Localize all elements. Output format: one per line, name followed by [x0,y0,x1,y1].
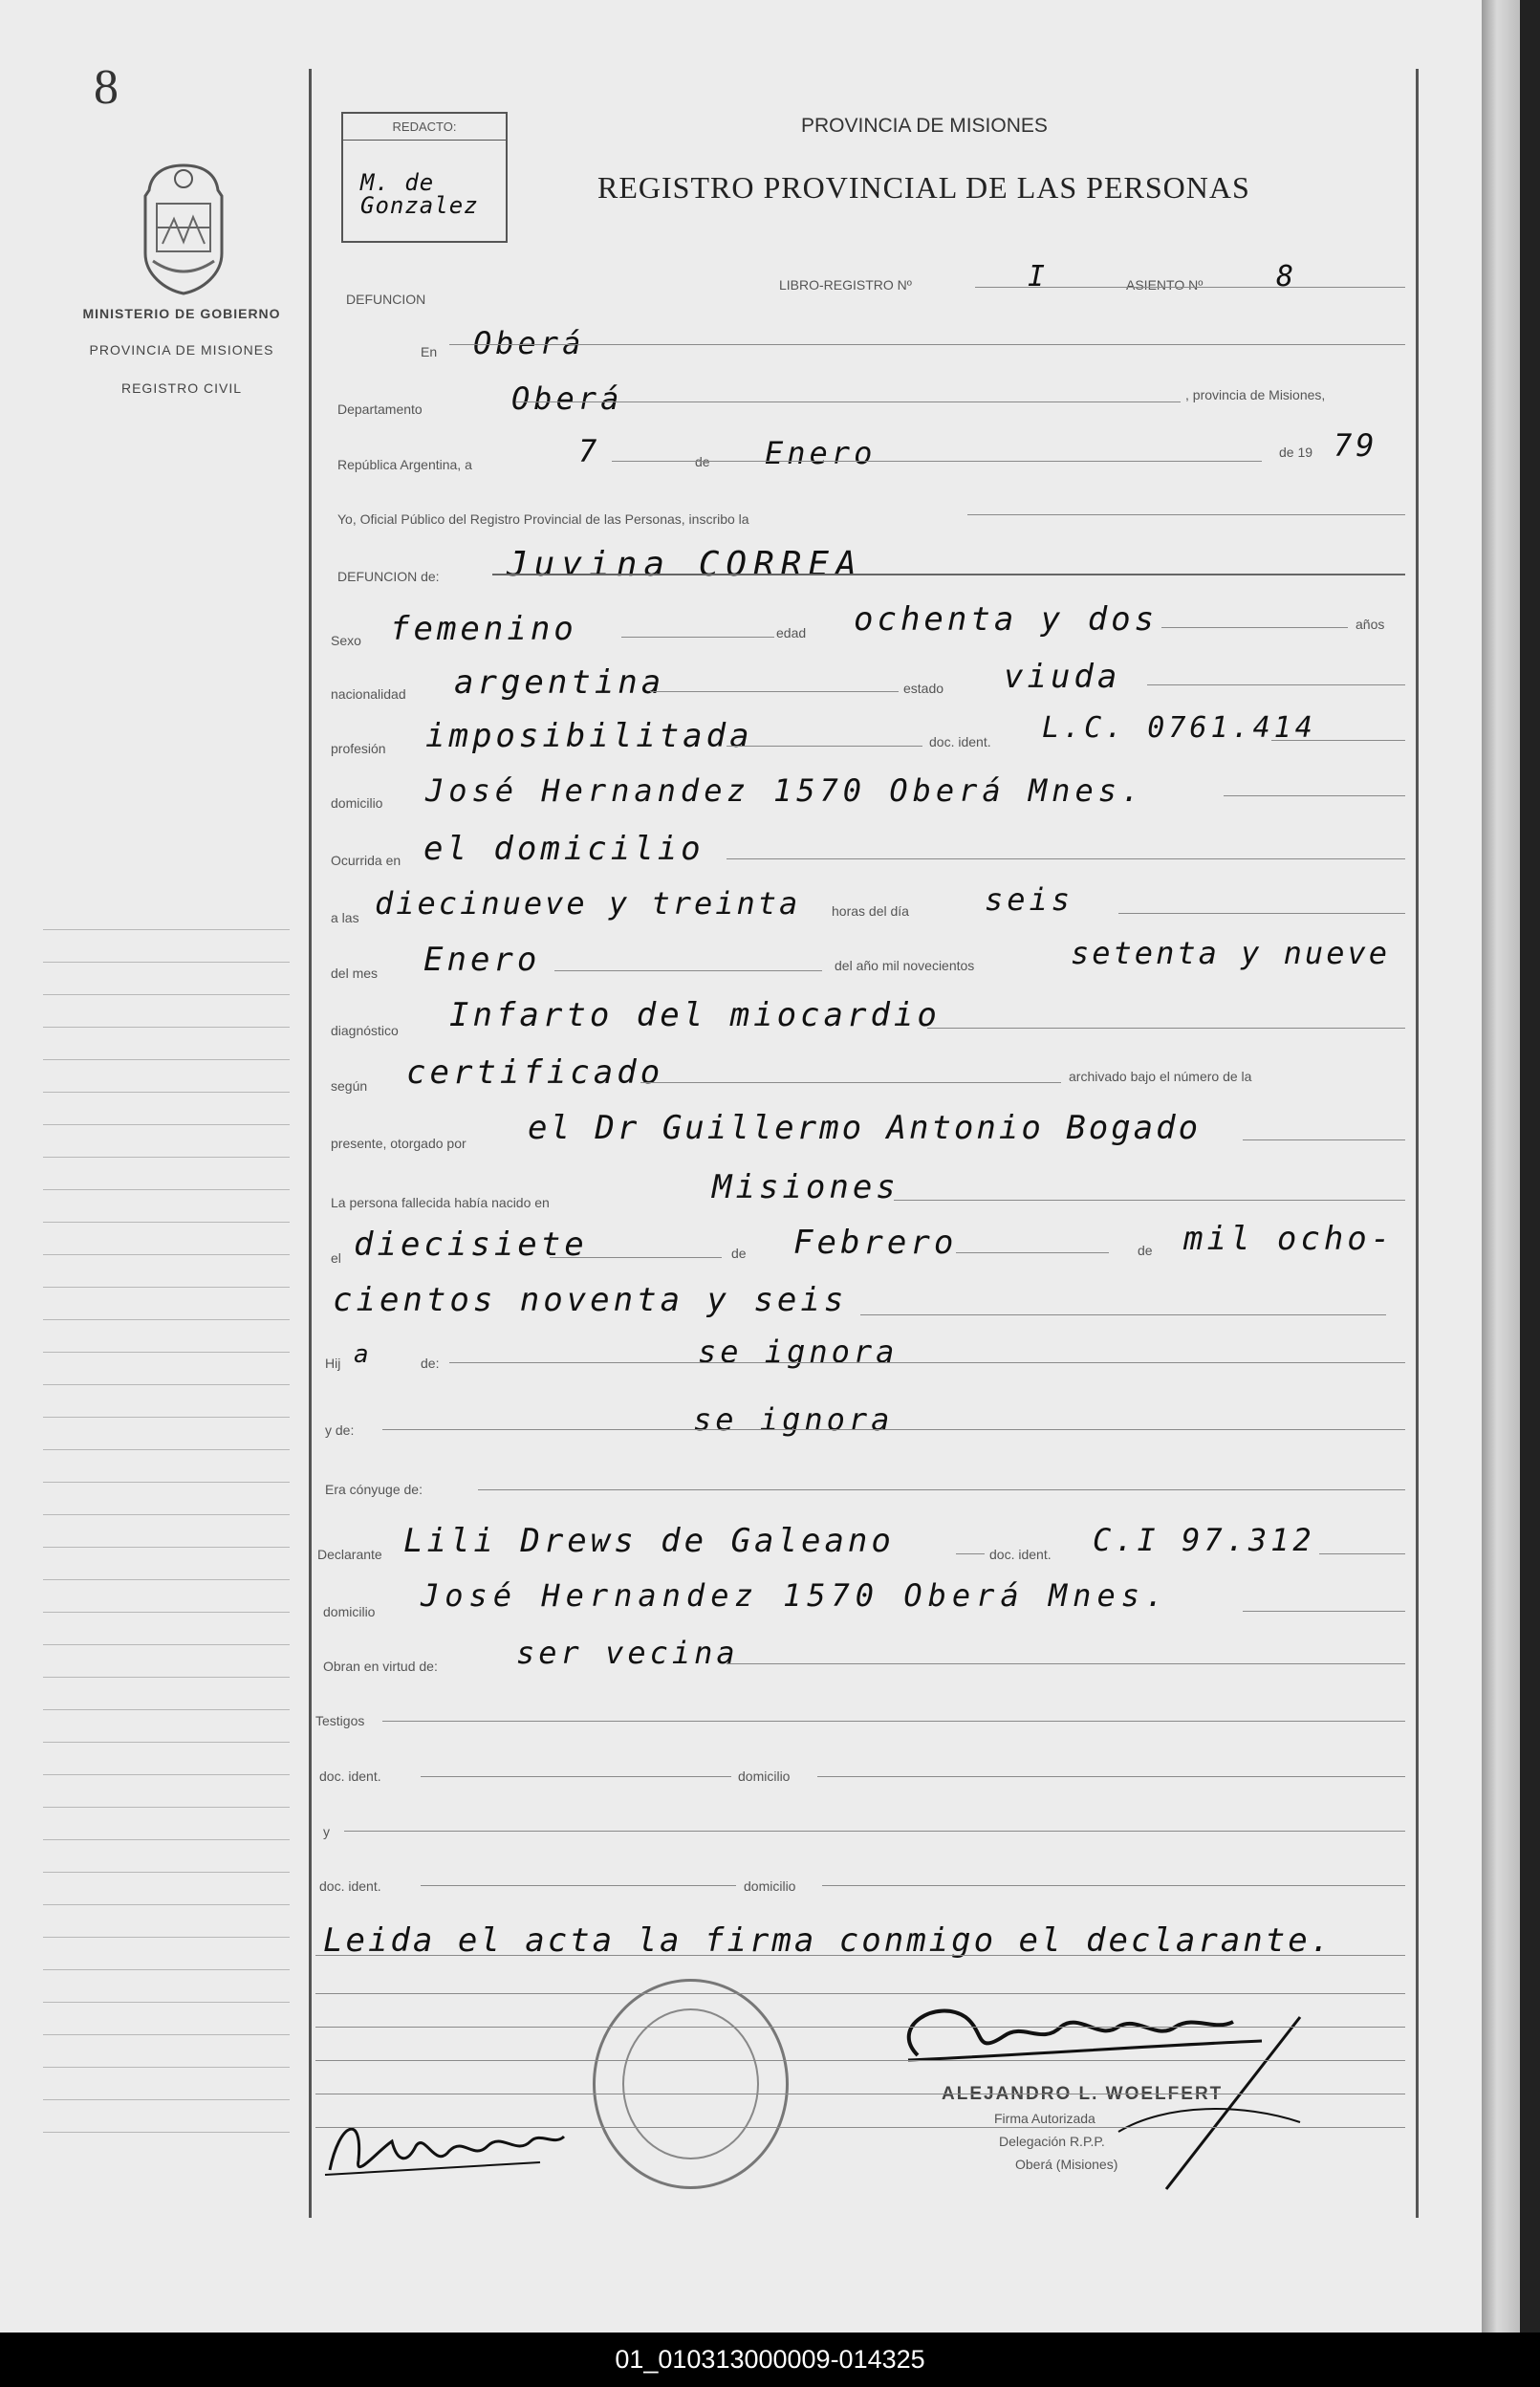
declarante-label: Declarante [317,1547,382,1562]
sidebar-ruled-line [43,1417,290,1418]
sidebar-ruled-line [43,1677,290,1678]
nacionalidad-value: argentina [454,663,665,702]
edad-label: edad [776,625,807,640]
form-ruled-line [315,2027,1405,2028]
hij-label: Hij [325,1356,341,1371]
profesion-value: imposibilitada [425,717,753,755]
form-ruled-line [478,1489,1405,1490]
sidebar-ruled-line [43,2002,290,2003]
y-de-label: y de: [325,1422,355,1438]
sidebar-ruled-line [43,1319,290,1320]
conyuge-label: Era cónyuge de: [325,1482,423,1497]
form-ruled-line [956,1252,1109,1253]
form-ruled-line [727,746,922,747]
sidebar-ruled-line [43,1742,290,1743]
sidebar-ruled-line [43,1807,290,1808]
decl-domicilio-label: domicilio [323,1604,376,1619]
decl-domicilio-value: José Hernandez 1570 Oberá Mnes. [421,1577,1170,1614]
diagnostico-value: Infarto del miocardio [449,996,941,1034]
form-ruled-line [967,514,1405,515]
form-ruled-line [817,1776,1405,1777]
ocurrida-value: el domicilio [423,830,705,868]
testigo2-domicilio-label: domicilio [744,1878,796,1894]
nac-ano-value-1: mil ocho- [1183,1220,1395,1258]
form-ruled-line [860,1314,1386,1315]
form-ruled-line [612,461,1262,462]
form-ruled-line [894,1200,1405,1201]
form-ruled-line [344,1831,1405,1832]
sidebar-ruled-line [43,1872,290,1873]
form-ruled-line [1224,795,1405,796]
en-label: En [421,344,438,359]
deceased-name: Juvina CORREA [507,545,863,584]
nac-ano-value-2: cientos noventa y seis [333,1281,848,1319]
sidebar-ruled-line [43,1904,290,1905]
form-ruled-line [1118,913,1405,914]
form-ruled-line [421,1885,736,1886]
form-ruled-line [382,1721,1405,1722]
del-mes-label: del mes [331,966,379,981]
presente-value: el Dr Guillermo Antonio Bogado [528,1109,1202,1147]
left-signature-icon [320,2103,578,2189]
asiento-value: 8 [1276,260,1298,293]
form-ruled-line [315,2127,1405,2128]
folio-number: 8 [94,60,119,115]
year-value: 79 [1334,427,1378,464]
sidebar-ruled-line [43,1514,290,1515]
sidebar-ruled-line [43,1547,290,1548]
anos-label: años [1356,617,1385,632]
officer-stamp-line3: Oberá (Misiones) [1015,2157,1118,2172]
form-ruled-line [1243,1139,1405,1140]
diagnostico-label: diagnóstico [331,1023,399,1038]
redacto-box [341,112,508,243]
form-ruled-line [492,574,1405,575]
officer-stamp-line1: Firma Autorizada [994,2111,1095,2126]
form-ruled-line [640,1082,1061,1083]
sidebar-ruled-line [43,1027,290,1028]
form-ruled-line [550,1257,722,1258]
sidebar-ruled-line [43,1059,290,1060]
sidebar-ruled-line [43,962,290,963]
form-ruled-line [1147,684,1405,685]
sidebar-ruled-line [43,1189,290,1190]
testigo2-doc-label: doc. ident. [319,1878,381,1894]
closing-text: Leida el acta la firma conmigo el declarante. [323,1921,1334,1960]
sidebar-ruled-line [43,1612,290,1613]
defuncion-de-label: DEFUNCION de: [337,569,440,584]
form-ruled-line [956,1553,985,1554]
archivado-label: archivado bajo el número de la [1069,1069,1252,1084]
form-ruled-line [822,1885,1405,1886]
form-ruled-line [1243,1611,1405,1612]
form-ruled-line [421,1776,731,1777]
sidebar-ruled-line [43,1254,290,1255]
republica-label: República Argentina, a [337,457,472,472]
sidebar-ruled-line [43,1287,290,1288]
sidebar-ruled-line [43,1384,290,1385]
defuncion-label: DEFUNCION [346,292,426,307]
sidebar-ruled-line [43,1579,290,1580]
nac-dia-value: diecisiete [354,1226,588,1264]
form-ruled-line [382,1429,1405,1430]
form-ruled-line [727,858,1405,859]
dia-value: seis [985,881,1074,918]
libro-label: LIBRO-REGISTRO Nº [779,277,912,293]
sidebar-ruled-line [43,1222,290,1223]
sidebar-ruled-line [43,2067,290,2068]
redacto-label: REDACTO: [343,119,506,141]
form-ruled-line [621,637,774,638]
sidebar-ruled-line [43,1482,290,1483]
coat-of-arms-icon [124,158,244,301]
ano-value: setenta y nueve [1071,935,1390,971]
del-ano-label: del año mil novecientos [835,958,975,973]
image-caption: 01_010313000009-014325 [0,2333,1540,2387]
a-las-label: a las [331,910,359,925]
ocurrida-label: Ocurrida en [331,853,401,868]
segun-label: según [331,1078,368,1094]
testigo1-doc-label: doc. ident. [319,1769,381,1784]
form-ruled-line [449,1362,1405,1363]
sidebar-ministry: MINISTERIO DE GOBIERNO [82,306,281,321]
domicilio-value: José Hernandez 1570 Oberá Mnes. [425,772,1145,809]
form-ruled-line [449,344,1405,345]
sidebar-ruled-line [43,1124,290,1125]
sidebar-ruled-line [43,1644,290,1645]
official-seal-inner [622,2008,759,2159]
sidebar-ruled-line [43,2034,290,2035]
sexo-value: femenino [390,610,577,648]
doc-value: L.C. 0761.414 [1042,711,1316,745]
nacido-value: Misiones [712,1168,900,1206]
nac-mes-value: Febrero [793,1224,958,1262]
form-ruled-line [727,1663,1405,1664]
form-ruled-line [1271,740,1405,741]
sexo-label: Sexo [331,633,361,648]
officer-stamp-line2: Delegación R.P.P. [999,2134,1105,2149]
mes-value: Enero [423,941,541,979]
form-ruled-line [315,2060,1405,2061]
form-ruled-line [927,1028,1405,1029]
de-colon-label: de: [421,1356,440,1371]
el-label: el [331,1250,341,1266]
redacto-value: M. de Gonzalez [360,169,479,219]
official-seal [593,1979,789,2189]
departamento-label: Departamento [337,401,423,417]
sidebar-ruled-line [43,1092,290,1093]
sidebar-ruled-line [43,1937,290,1938]
estado-label: estado [903,681,944,696]
oficial-text: Yo, Oficial Público del Registro Provincial de las Personas, inscribo la [337,511,749,527]
decl-doc-label: doc. ident. [989,1547,1052,1562]
sidebar-ruled-line [43,1449,290,1450]
year-label: de 19 [1279,445,1313,460]
day-value: 7 [578,433,601,469]
estado-value: viuda [1004,658,1121,696]
madre-value: se ignora [693,1401,894,1438]
obran-value: ser vecina [516,1635,739,1671]
de-label-2: de [731,1246,747,1261]
asiento-label: ASIENTO Nº [1126,277,1204,293]
sidebar-ruled-line [43,1352,290,1353]
de-label: de [695,454,710,469]
header-province: PROVINCIA DE MISIONES [801,115,1048,137]
edad-value: ochenta y dos [854,600,1159,639]
profesion-label: profesión [331,741,386,756]
book-binding [1482,0,1520,2333]
hij-suffix: a [354,1340,373,1369]
form-ruled-line [554,970,822,971]
sidebar-ruled-line [43,1774,290,1775]
obran-label: Obran en virtud de: [323,1659,438,1674]
sidebar-province: PROVINCIA DE MISIONES [89,342,274,358]
testigo1-domicilio-label: domicilio [738,1769,791,1784]
sidebar-ruled-line [43,1709,290,1710]
form-ruled-line [315,1955,1405,1956]
form-ruled-line [975,287,1405,288]
horas-value: diecinueve y treinta [375,885,801,922]
sidebar-ruled-line [43,1839,290,1840]
nacido-label: La persona fallecida había nacido en [331,1195,550,1210]
departamento-value: Oberá [511,380,623,417]
doc-label: doc. ident. [929,734,991,749]
sidebar-office: REGISTRO CIVIL [120,380,243,396]
form-ruled-line [1161,627,1348,628]
segun-value: certificado [406,1053,664,1092]
sidebar-ruled-line [43,2132,290,2133]
form-ruled-line [650,691,899,692]
testigos-label: Testigos [315,1713,365,1728]
nacionalidad-label: nacionalidad [331,686,406,702]
sidebar-ruled-line [43,929,290,930]
y-label: y [323,1824,330,1839]
de-label-3: de [1138,1243,1153,1258]
form-ruled-line [516,401,1181,402]
sidebar-ruled-line [43,1969,290,1970]
domicilio-label: domicilio [331,795,383,811]
header-title: REGISTRO PROVINCIAL DE LAS PERSONAS [597,170,1250,205]
padre-value: se ignora [698,1334,899,1370]
presente-label: presente, otorgado por [331,1136,466,1151]
sidebar-ruled-line [43,1157,290,1158]
horas-label: horas del día [832,903,909,919]
provincia-suffix: , provincia de Misiones, [1185,387,1326,402]
en-value: Oberá [473,325,585,361]
form-ruled-line [315,1993,1405,1994]
decl-doc-value: C.I 97.312 [1093,1522,1315,1558]
libro-value: I [1028,260,1050,293]
officer-stamp-name: ALEJANDRO L. WOELFERT [942,2084,1224,2104]
month-value: Enero [765,435,877,471]
sidebar-ruled-line [43,2099,290,2100]
declarante-value: Lili Drews de Galeano [403,1522,895,1560]
form-ruled-line [1319,1553,1405,1554]
sidebar-ruled-line [43,994,290,995]
